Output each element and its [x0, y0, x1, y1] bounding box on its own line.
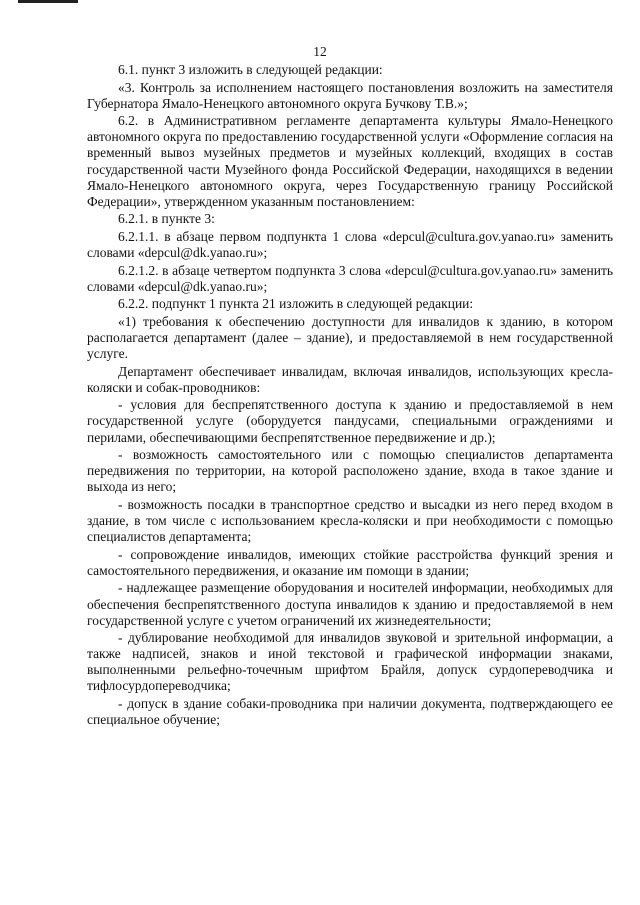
list-item-equipment: - надлежащее размещение оборудования и носителей информации, необходимых для обеспечения беспрепятственного доступа инвалидов к зданию и предоставляемой в нем государственной услуге с учетом ограничений их жизнедеятельности;	[87, 580, 613, 628]
list-item-guide-dog: - допуск в здание собаки-проводника при наличии документа, подтверждающего ее специальное обучение;	[87, 696, 613, 728]
list-item-braille: - дублирование необходимой для инвалидов звуковой и зрительной информации, а также надписей, знаков и иной текстовой и графической информации знаками, выполненными рельефно-точечным шрифтом Брайля, допуск сурдопереводчика и тифлосурдопереводчика;	[87, 630, 613, 694]
list-item-access-conditions: - условия для беспрепятственного доступа к зданию и предоставляемой в нем государственной услуге (оборудуется пандусами, специальными ограждениями и перилами, обеспечивающими беспрепятственное передвижение и др.);	[87, 397, 613, 445]
scan-corner-mark	[18, 0, 78, 3]
paragraph-6-2-1: 6.2.1. в пункте 3:	[118, 211, 215, 227]
paragraph-6-2-1-1: 6.2.1.1. в абзаце первом подпункта 1 слова «depcul@cultura.gov.yanao.ru» заменить словами «depcul@dk.yanao.ru»;	[87, 228, 613, 261]
paragraph-quote-3: «3. Контроль за исполнением настоящего постановления возложить на заместителя Губернатора Ямало-Ненецкого автономного округа Бучкову Т.В.»;	[87, 79, 613, 111]
list-item-escort: - сопровождение инвалидов, имеющих стойкие расстройства функций зрения и самостоятельного передвижения, и оказание им помощи в здании;	[87, 546, 613, 578]
paragraph-requirements: «1) требования к обеспечению доступности для инвалидов к зданию, в котором располагается департамент (далее – здание), и предоставляемой в нем государственной услуге.	[87, 313, 613, 362]
list-item-movement: - возможность самостоятельного или с помощью специалистов департамента передвижения по территории, на которой расположено здание, входа в такое здание и выхода из него;	[87, 447, 613, 495]
page-number: 12	[313, 44, 327, 59]
list-item-transport: - возможность посадки в транспортное средство и высадки из него перед входом в здание, в том числе с использованием кресла-коляски и при необходимости с помощью специалистов департамента;	[87, 496, 613, 545]
paragraph-department-provides: Департамент обеспечивает инвалидам, включая инвалидов, использующих кресла-коляски и собак-проводников:	[87, 363, 613, 395]
paragraph-6-2-2: 6.2.2. подпункт 1 пункта 21 изложить в следующей редакции:	[118, 296, 474, 312]
paragraph-6-2-1-2: 6.2.1.2. в абзаце четвертом подпункта 3 слова «depcul@cultura.gov.yanao.ru» заменить словами «depcul@dk.yanao.ru»;	[87, 262, 613, 294]
paragraph-6-2: 6.2. в Административном регламенте департамента культуры Ямало-Ненецкого автономного округа по предоставлению государственной услуги «Оформление согласия на временный вывоз музейных предметов и музейных коллекций, входящих в состав государственной части Музейного фонда Российской Федерации, находящихся в ведении Ямало-Ненецкого автономного округа, через Государственную границу Российской Федерации», утвержденном указанным постановлением:	[87, 113, 613, 209]
document-body	[87, 62, 613, 728]
paragraph-6-1: 6.1. пункт 3 изложить в следующей редакции:	[118, 62, 383, 77]
